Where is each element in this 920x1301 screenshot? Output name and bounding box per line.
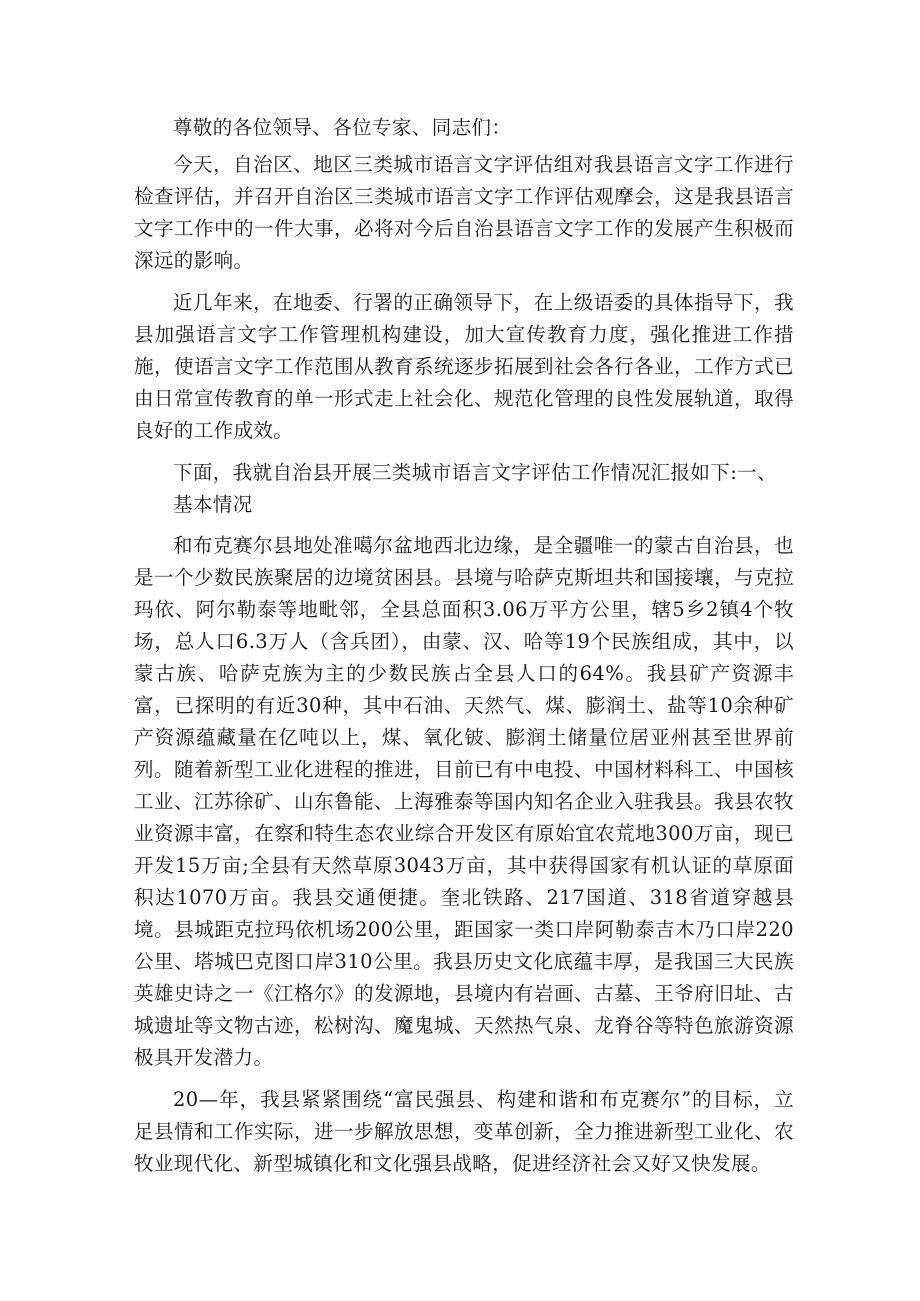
paragraph-background: 近几年来，在地委、行署的正确领导下，在上级语委的具体指导下，我县加强语言文字工作管理机构建设，加大宣传教育力度，强化推进工作措施，使语言文字工作范围从教育系统逐步拓展到社会各行各业，工作方式已由日常宣传教育的单一形式走上社会化、规范化管理的良性发展轨道，取得良好的工作成效。 — [134, 291, 794, 442]
paragraph-opening: 今天，自治区、地区三类城市语言文字评估组对我县语言文字工作进行检查评估，并召开自治区三类城市语言文字工作评估观摩会，这是我县语言文字工作中的一件大事，必将对今后自治县语言文字工作的发展产生积极而深远的影响。 — [134, 153, 794, 272]
section-heading-basic-situation: 基本情况 — [173, 493, 253, 516]
paragraph-report-intro: 下面，我就自治县开展三类城市语言文字评估工作情况汇报如下:一、 — [173, 461, 777, 484]
paragraph-county-overview: 和布克赛尔县地处准噶尔盆地西北边缘，是全疆唯一的蒙古自治县，也是一个少数民族聚居的边境贫困县。县境与哈萨克斯坦共和国接壤，与克拉玛依、阿尔勒泰等地毗邻，全县总面积3.06万平方公里，辖5乡2镇4个牧场，总人口6.3万人（含兵团），由蒙、汉、哈等19个民族组成，其中，以蒙古族、哈萨克族为主的少数民族占全县人口的64%。我县矿产资源丰富，已探明的有近30种，其中石油、天然气、煤、膨润土、盐等10余种矿产资源蕴藏量在亿吨以上，煤、氧化铍、膨润土储量位居亚州甚至世界前列。随着新型工业化进程的推进，目前已有中电投、中国材料科工、中国核工业、江苏徐矿、山东鲁能、上海雅泰等国内知名企业入驻我县。我县农牧业资源丰富，在察和特生态农业综合开发区有原始宜农荒地300万亩，现已开发15万亩;全县有天然草原3043万亩，其中获得国家有机认证的草原面积达1070万亩。我县交通便捷。奎北铁路、217国道、318省道穿越县境。县城距克拉玛依机场200公里，距国家一类口岸阿勒泰吉木乃口岸220公里、塔城巴克图口岸310公里。我县历史文化底蕴丰厚，是我国三大民族英雄史诗之一《江格尔》的发源地，县境内有岩画、古墓、王爷府旧址、古城遗址等文物古迹，松树沟、魔鬼城、天然热气泉、龙脊谷等特色旅游资源极具开发潜力。 — [134, 534, 794, 1069]
salutation: 尊敬的各位领导、各位专家、同志们： — [173, 116, 512, 139]
paragraph-development-goals: 20—年，我县紧紧围绕“富民强县、构建和谐和布克赛尔”的目标，立足县情和工作实际，进一步解放思想，变革创新，全力推进新型工业化、农牧业现代化、新型城镇化和文化强县战略，促进经济社会又好又快发展。 — [134, 1088, 794, 1175]
document-body — [134, 112, 794, 1190]
